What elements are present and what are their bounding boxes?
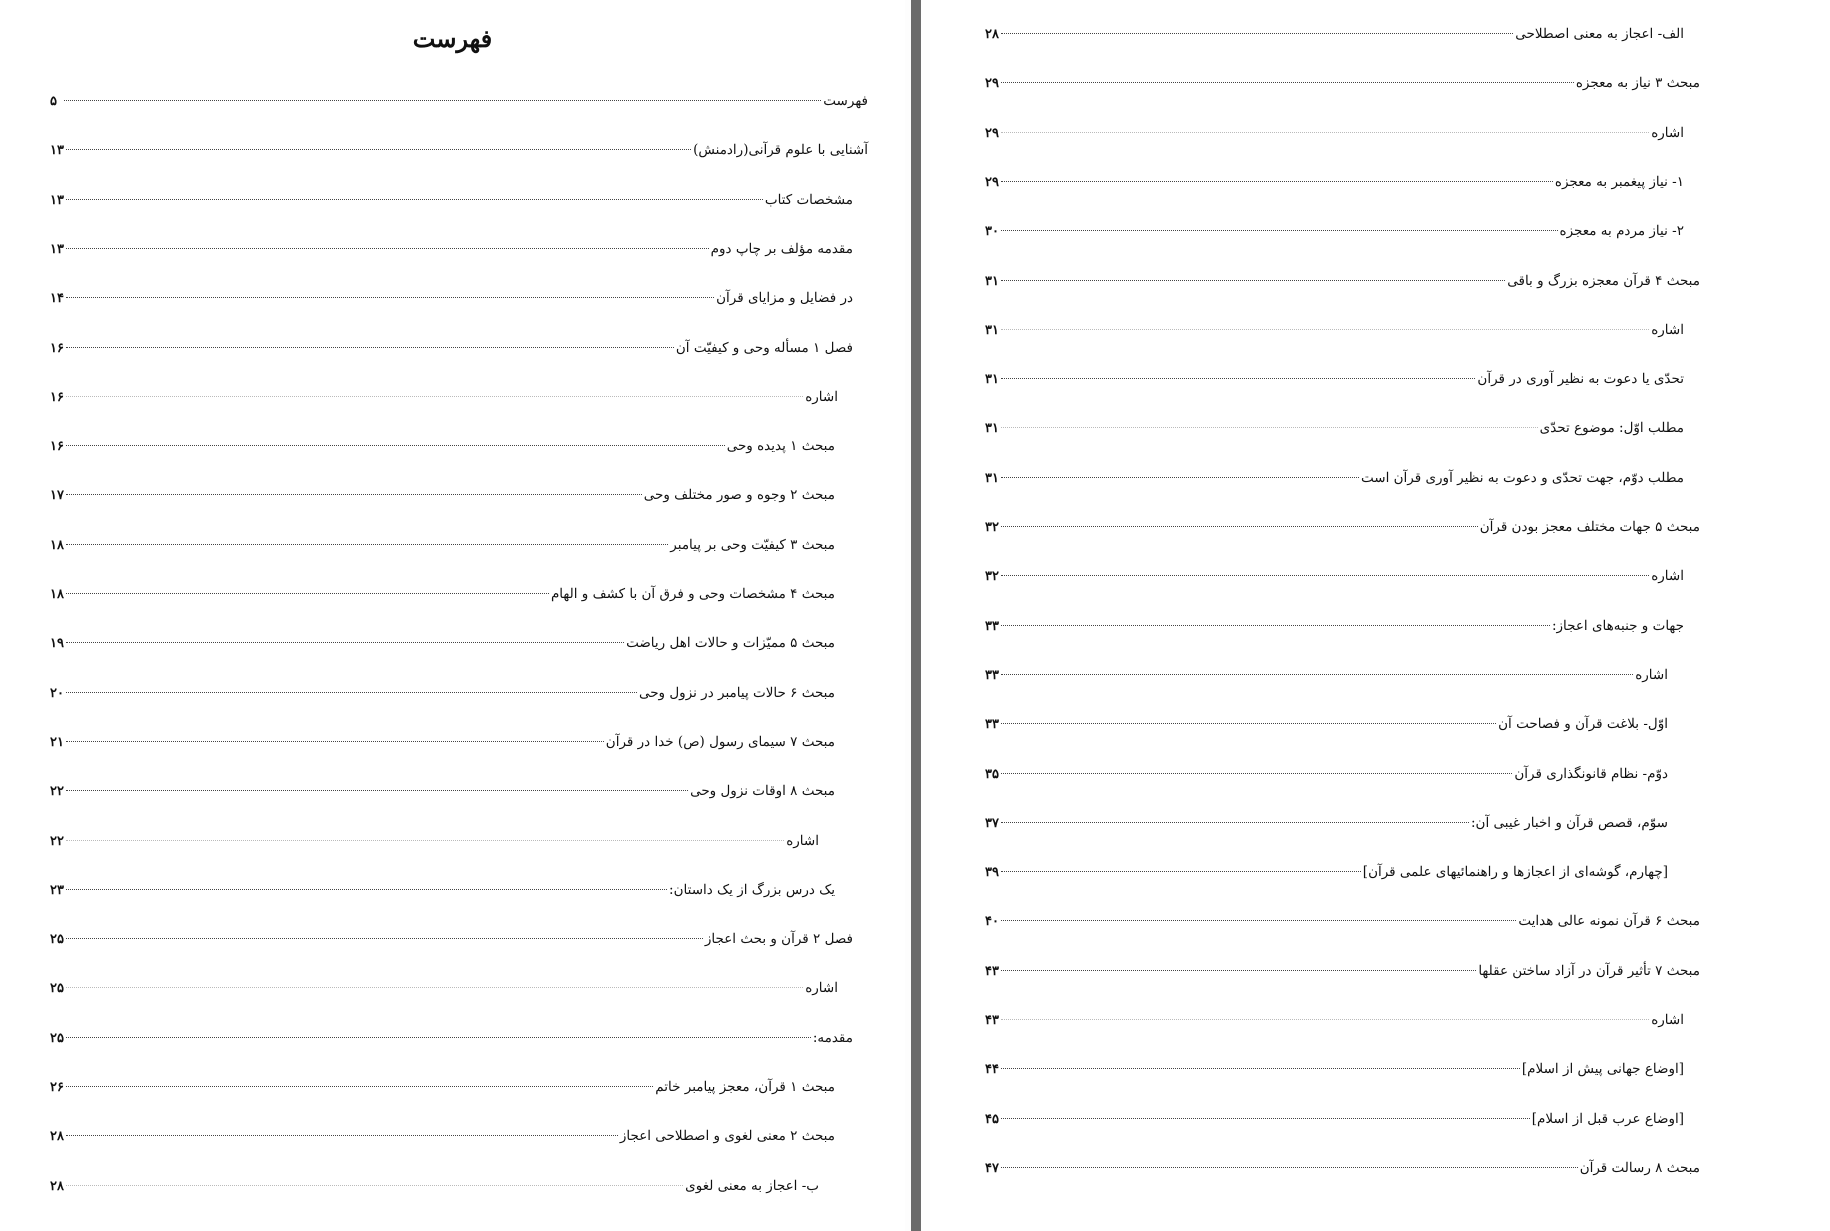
toc-entry-title: مقدمه مؤلف بر چاپ دوم bbox=[710, 240, 853, 257]
dot-leader bbox=[66, 283, 714, 298]
toc-entry-title: مطلب اوّل: موضوع تحدّی bbox=[1539, 420, 1684, 437]
toc-entry[interactable] bbox=[985, 908, 1700, 934]
toc-entry[interactable] bbox=[985, 711, 1668, 737]
toc-entry-page-number: ۱۴ bbox=[50, 291, 64, 307]
dot-leader bbox=[1001, 512, 1478, 527]
toc-entry-title: اوّل- بلاغت قرآن و فصاحت آن bbox=[1498, 716, 1668, 733]
toc-entry-title: ۲- نیاز مردم به معجزه bbox=[1559, 223, 1684, 240]
toc-entry[interactable] bbox=[985, 563, 1684, 589]
toc-entry-title: مبحث ۴ قرآن معجزه بزرگ و باقی bbox=[1507, 272, 1700, 289]
toc-entry-title: اشاره bbox=[805, 980, 838, 997]
toc-entry-page-number: ۱۹ bbox=[50, 636, 64, 652]
toc-entry-page-number: ۱۷ bbox=[50, 488, 64, 504]
dot-leader bbox=[1001, 118, 1649, 133]
dot-leader bbox=[1001, 413, 1538, 428]
toc-entry-page-number: ۱۶ bbox=[50, 340, 64, 356]
toc-entry-title: مبحث ۸ اوقات نزول وحی bbox=[690, 783, 835, 800]
toc-entry-page-number: ۲۸ bbox=[985, 27, 999, 42]
dot-leader bbox=[1001, 216, 1558, 231]
toc-page-right bbox=[930, 0, 1830, 1231]
dot-leader bbox=[1001, 364, 1475, 379]
toc-entry[interactable] bbox=[50, 926, 853, 952]
dot-leader bbox=[1001, 611, 1550, 626]
toc-entry[interactable] bbox=[985, 268, 1700, 294]
toc-entry-page-number: ۳۵ bbox=[985, 766, 999, 782]
toc-entry[interactable] bbox=[50, 335, 853, 361]
dot-leader bbox=[66, 727, 604, 742]
toc-entry[interactable] bbox=[985, 70, 1700, 96]
toc-entry-title: مبحث ۳ کیفیّت وحی بر پیامبر bbox=[670, 536, 835, 553]
dot-leader bbox=[1001, 1153, 1578, 1168]
toc-entry[interactable] bbox=[985, 366, 1684, 392]
toc-entry-page-number: ۱۳ bbox=[50, 192, 64, 208]
toc-entry-title: اشاره bbox=[1635, 666, 1668, 683]
dot-leader bbox=[66, 530, 668, 545]
toc-entry-page-number: ۱۸ bbox=[50, 537, 64, 553]
dot-leader bbox=[64, 86, 821, 101]
toc-entry-title: مبحث ۲ وجوه و صور مختلف وحی bbox=[643, 487, 835, 504]
toc-entry[interactable] bbox=[985, 662, 1668, 688]
toc-entry-page-number: ۴۳ bbox=[985, 1013, 999, 1028]
toc-entry[interactable] bbox=[50, 1074, 835, 1100]
toc-entry-page-number: ۲۰ bbox=[50, 685, 64, 701]
toc-entry[interactable] bbox=[50, 137, 868, 163]
dot-leader bbox=[1001, 1104, 1530, 1119]
toc-entry[interactable] bbox=[985, 120, 1684, 146]
toc-entry-page-number: ۱۶ bbox=[50, 439, 64, 455]
toc-entry-title: در فضایل و مزایای قرآن bbox=[716, 290, 853, 307]
toc-entry-title: [چهارم، گوشه‌ای از اعجازها و راهنمائیهای علمی قرآن] bbox=[1362, 864, 1668, 881]
toc-entry-page-number: ۴۵ bbox=[985, 1111, 999, 1127]
dot-leader bbox=[66, 135, 691, 150]
toc-entry[interactable] bbox=[50, 975, 838, 1001]
toc-entry-page-number: ۲۹ bbox=[985, 76, 999, 92]
dot-leader bbox=[66, 1121, 618, 1136]
toc-entry[interactable] bbox=[985, 1106, 1684, 1132]
dot-leader bbox=[1001, 68, 1574, 83]
toc-entry-title: اشاره bbox=[1651, 1012, 1684, 1028]
dot-leader bbox=[1001, 906, 1516, 921]
dot-leader bbox=[1001, 1005, 1649, 1020]
toc-entry-title: مبحث ۵ ممیّزات و حالات اهل ریاضت bbox=[626, 635, 835, 652]
dot-leader bbox=[1001, 857, 1361, 872]
toc-entry-page-number: ۳۱ bbox=[985, 273, 999, 289]
toc-entry-page-number: ۲۵ bbox=[50, 932, 64, 948]
toc-entry-page-number: ۱۶ bbox=[50, 389, 64, 405]
toc-entry[interactable] bbox=[50, 1123, 835, 1149]
toc-entry[interactable] bbox=[985, 1155, 1700, 1181]
toc-entry-title: ۱- نیاز پیغمبر به معجزه bbox=[1554, 173, 1684, 190]
toc-entry-page-number: ۲۲ bbox=[50, 784, 64, 800]
toc-entry-title: مبحث ۲ معنی لغوی و اصطلاحی اعجاز bbox=[619, 1128, 835, 1145]
dot-leader bbox=[66, 1171, 683, 1186]
toc-entry-page-number: ۳۱ bbox=[985, 470, 999, 486]
toc-entry-title: [اوضاع جهانی پیش از اسلام] bbox=[1521, 1061, 1684, 1078]
page-divider bbox=[905, 0, 930, 1231]
toc-entry[interactable] bbox=[50, 88, 868, 114]
toc-entry-page-number: ۳۱ bbox=[985, 372, 999, 388]
toc-entry-title: مطلب دوّم، جهت تحدّی و دعوت به نظیر آوری قرآن است bbox=[1361, 469, 1684, 486]
toc-entry-title: اشاره bbox=[1651, 124, 1684, 141]
toc-entry-page-number: ۳۲ bbox=[985, 569, 999, 585]
toc-entry-page-number: ۳۲ bbox=[985, 520, 999, 535]
toc-entry-title: مبحث ۱ پدیده وحی bbox=[726, 438, 835, 455]
toc-entry-title: اشاره bbox=[1651, 568, 1684, 585]
toc-entry-title: فهرست bbox=[823, 93, 868, 109]
toc-entry-title: مبحث ۵ جهات مختلف معجز بودن قرآن bbox=[1479, 519, 1700, 535]
toc-entry-page-number: ۴۷ bbox=[985, 1160, 999, 1176]
toc-entry-page-number: ۲۳ bbox=[50, 882, 64, 898]
dot-leader bbox=[1001, 709, 1496, 724]
dot-leader bbox=[1001, 808, 1469, 823]
toc-entry-title: دوّم- نظام قانونگذاری قرآن bbox=[1514, 765, 1668, 782]
toc-entry-title: الف- اعجاز به معنی اصطلاحی bbox=[1515, 26, 1684, 42]
dot-leader bbox=[66, 1023, 811, 1038]
dot-leader bbox=[1001, 759, 1512, 774]
toc-page-left bbox=[0, 0, 905, 1231]
dot-leader bbox=[66, 628, 624, 643]
dot-leader bbox=[1001, 660, 1633, 675]
toc-entry-title: آشنایی با علوم قرآنی(رادمنش) bbox=[693, 142, 868, 159]
toc-entry-page-number: ۲۶ bbox=[50, 1080, 64, 1095]
toc-entry-title: فصل ۲ قرآن و بحث اعجاز bbox=[704, 931, 853, 948]
toc-entry-title: فصل ۱ مسأله وحی و کیفیّت آن bbox=[675, 339, 853, 356]
toc-entry-page-number: ۲۵ bbox=[50, 1030, 64, 1046]
toc-entry[interactable] bbox=[50, 433, 835, 459]
dot-leader bbox=[66, 973, 803, 988]
toc-entry-page-number: ۴۰ bbox=[985, 914, 999, 930]
toc-entry-title: مبحث ۸ رسالت قرآن bbox=[1579, 1159, 1700, 1176]
page-title: فهرست bbox=[412, 24, 493, 53]
toc-entry[interactable] bbox=[50, 729, 835, 755]
toc-entry-title: اشاره bbox=[805, 388, 838, 405]
dot-leader bbox=[66, 826, 784, 841]
toc-entry-title: مبحث ۶ قرآن نمونه عالی هدایت bbox=[1518, 913, 1700, 930]
toc-entry-title: [اوضاع عرب قبل از اسلام] bbox=[1531, 1110, 1684, 1127]
toc-entry-title: ب- اعجاز به معنی لغوی bbox=[685, 1177, 819, 1194]
toc-entry[interactable] bbox=[50, 285, 853, 311]
toc-entry-title: مشخصات کتاب bbox=[764, 191, 853, 208]
toc-entry-page-number: ۲۵ bbox=[50, 981, 64, 997]
dot-leader bbox=[66, 333, 674, 348]
toc-entry-page-number: ۲۱ bbox=[50, 734, 64, 750]
dot-leader bbox=[1001, 956, 1476, 971]
toc-entry-page-number: ۳۱ bbox=[985, 322, 999, 338]
toc-entry-page-number: ۳۳ bbox=[985, 618, 999, 634]
toc-entry-title: مبحث ۴ مشخصات وحی و فرق آن با کشف و الهام bbox=[550, 586, 835, 602]
dot-leader bbox=[66, 875, 667, 890]
dot-leader bbox=[1001, 1054, 1520, 1069]
toc-entry[interactable] bbox=[985, 761, 1668, 787]
toc-entry[interactable] bbox=[50, 581, 835, 607]
toc-entry[interactable] bbox=[985, 514, 1700, 540]
toc-entry[interactable] bbox=[50, 236, 853, 262]
dot-leader bbox=[66, 776, 688, 791]
toc-entry-title: مبحث ۷ تأثیر قرآن در آزاد ساختن عقلها bbox=[1478, 962, 1700, 979]
toc-entry-title: مبحث ۳ نیاز به معجزه bbox=[1575, 75, 1700, 92]
toc-entry-title: جهات و جنبه‌های اعجاز: bbox=[1551, 617, 1684, 634]
toc-entry[interactable] bbox=[50, 187, 853, 213]
toc-entry-page-number: ۵ bbox=[50, 94, 57, 109]
dot-leader bbox=[66, 185, 763, 200]
toc-entry[interactable] bbox=[985, 810, 1668, 836]
dot-leader bbox=[66, 382, 803, 397]
dot-leader bbox=[1001, 463, 1359, 478]
toc-entry[interactable] bbox=[50, 1025, 853, 1051]
toc-entry[interactable] bbox=[985, 613, 1684, 639]
toc-entry[interactable] bbox=[50, 532, 835, 558]
toc-entry-page-number: ۳۰ bbox=[985, 224, 999, 240]
toc-entry[interactable] bbox=[985, 1007, 1684, 1033]
toc-entry-page-number: ۱۳ bbox=[50, 143, 64, 159]
toc-entry-page-number: ۳۳ bbox=[985, 667, 999, 683]
toc-entry-page-number: ۳۱ bbox=[985, 421, 999, 437]
toc-entry-page-number: ۴۳ bbox=[985, 963, 999, 979]
dot-leader bbox=[1001, 167, 1553, 182]
toc-entry[interactable] bbox=[50, 630, 835, 656]
dot-leader bbox=[1001, 19, 1513, 34]
toc-entry-title: اشاره bbox=[786, 832, 819, 849]
dot-leader bbox=[66, 480, 642, 495]
dot-leader bbox=[66, 924, 703, 939]
dot-leader bbox=[1001, 315, 1649, 330]
dot-leader bbox=[66, 1072, 653, 1087]
toc-entry-page-number: ۲۸ bbox=[50, 1129, 64, 1145]
dot-leader bbox=[1001, 266, 1505, 281]
toc-entry[interactable] bbox=[985, 169, 1684, 195]
toc-entry[interactable] bbox=[50, 1173, 819, 1199]
toc-entry[interactable] bbox=[50, 482, 835, 508]
dot-leader bbox=[66, 579, 549, 594]
toc-entry-page-number: ۱۳ bbox=[50, 241, 64, 257]
toc-entry[interactable] bbox=[985, 317, 1684, 343]
toc-entry-title: تحدّی یا دعوت به نظیر آوری در قرآن bbox=[1477, 371, 1684, 388]
toc-entry-page-number: ۲۹ bbox=[985, 174, 999, 190]
toc-entry-page-number: ۳۹ bbox=[985, 865, 999, 881]
toc-entry-title: یک درس بزرگ از یک داستان: bbox=[669, 881, 835, 898]
toc-entry-title: مبحث ۷ سیمای رسول (ص) خدا در قرآن bbox=[605, 733, 835, 750]
toc-entry-page-number: ۴۴ bbox=[985, 1062, 999, 1078]
toc-entry-page-number: ۱۸ bbox=[50, 587, 64, 602]
toc-entry[interactable] bbox=[50, 828, 819, 854]
toc-entry-page-number: ۲۲ bbox=[50, 833, 64, 849]
toc-entry[interactable] bbox=[985, 958, 1700, 984]
dot-leader bbox=[66, 431, 725, 446]
toc-entry[interactable] bbox=[985, 218, 1684, 244]
toc-entry-page-number: ۳۷ bbox=[985, 815, 999, 831]
toc-entry[interactable] bbox=[985, 859, 1668, 885]
toc-entry[interactable] bbox=[985, 1056, 1684, 1082]
toc-entry-page-number: ۲۹ bbox=[985, 125, 999, 141]
toc-entry[interactable] bbox=[50, 778, 835, 804]
toc-entry-page-number: ۳۳ bbox=[985, 717, 999, 733]
dot-leader bbox=[66, 234, 709, 249]
toc-entry-title: اشاره bbox=[1651, 321, 1684, 338]
toc-entry[interactable] bbox=[50, 384, 838, 410]
dot-leader bbox=[1001, 561, 1649, 576]
toc-entry-page-number: ۲۸ bbox=[50, 1178, 64, 1194]
toc-entry[interactable] bbox=[50, 680, 835, 706]
toc-entry-title: سوّم، قصص قرآن و اخبار غیبی آن: bbox=[1470, 814, 1668, 831]
toc-entry[interactable] bbox=[985, 465, 1684, 491]
toc-entry[interactable] bbox=[985, 415, 1684, 441]
toc-entry[interactable] bbox=[985, 21, 1684, 47]
toc-entry-title: مقدمه: bbox=[812, 1029, 853, 1046]
toc-entry-title: مبحث ۱ قرآن، معجز پیامبر خاتم bbox=[655, 1079, 835, 1095]
dot-leader bbox=[66, 678, 637, 693]
toc-entry-title: مبحث ۶ حالات پیامبر در نزول وحی bbox=[638, 684, 835, 701]
toc-entry[interactable] bbox=[50, 877, 835, 903]
